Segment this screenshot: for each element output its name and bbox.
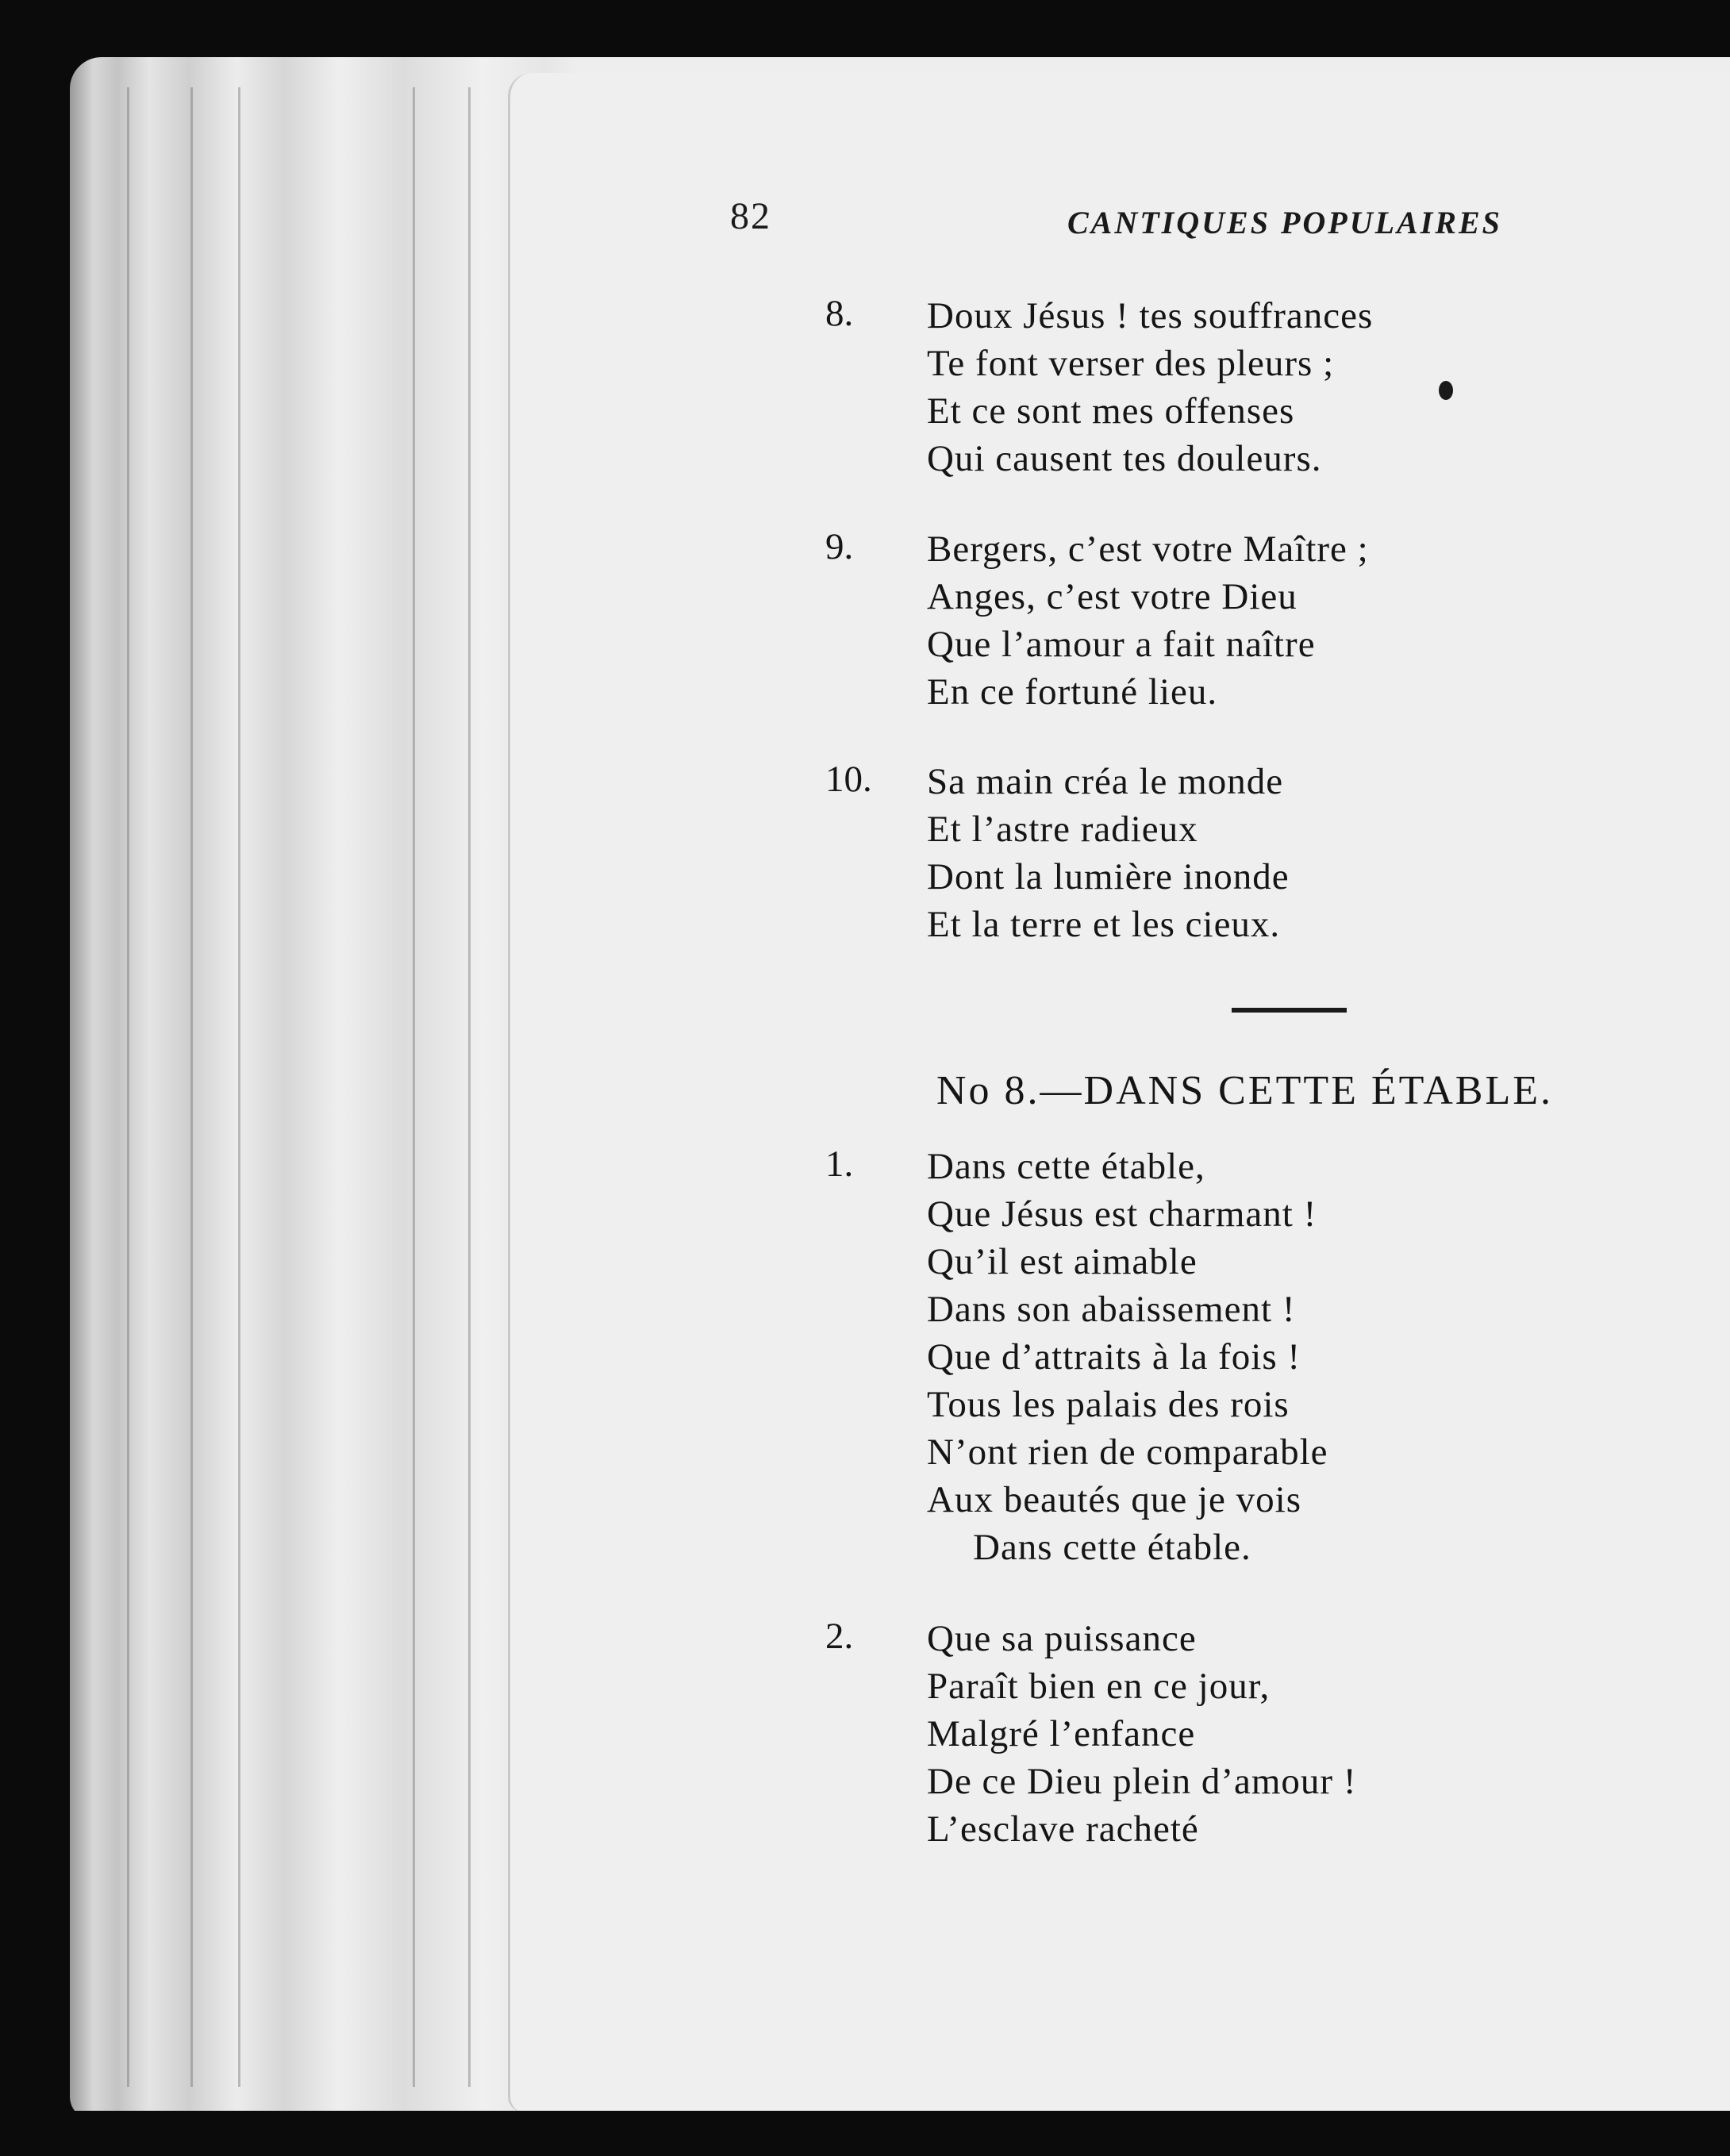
verse-line: Que Jésus est charmant ! [927,1193,1317,1235]
stanza-number: 1. [825,1143,854,1185]
page-number: 82 [730,195,771,237]
verse-line: En ce fortuné lieu. [927,671,1218,713]
running-title: CANTIQUES POPULAIRES [1067,205,1502,240]
running-head [730,194,1524,250]
verse-line: L’esclave racheté [927,1808,1199,1850]
page-edge-line [127,87,129,2087]
verse-line: De ce Dieu plein d’amour ! [927,1761,1357,1802]
verse-line: Qui causent tes douleurs. [927,438,1322,479]
stanza-number: 8. [825,293,854,334]
verse-line: Que l’amour a fait naître [927,624,1316,665]
stanza-lines [927,1143,1328,1571]
verse-line: Qu’il est aimable [927,1241,1198,1282]
verse-line: Et la terre et les cieux. [927,904,1281,945]
verse-line: Et ce sont mes offenses [927,390,1295,432]
verse-line: Te font verser des pleurs ; [927,343,1335,384]
page-edge-line [190,87,193,2087]
verse-line: Bergers, c’est votre Maître ; [927,528,1369,570]
page-edge-line [238,87,240,2087]
scan-border [71,2111,1730,2156]
verse-line-refrain: Dans cette étable. [973,1527,1251,1568]
page-edge-line [468,87,471,2087]
verse-line: Anges, c’est votre Dieu [927,576,1298,617]
verse-line: Dans son abaissement ! [927,1289,1296,1330]
verse-line: Sa main créa le monde [927,761,1284,802]
verse-line: Doux Jésus ! tes souffrances [927,295,1374,336]
verse-line: Paraît bien en ce jour, [927,1666,1271,1707]
stanza-lines [927,292,1373,482]
verse-line: Dans cette étable, [927,1146,1205,1187]
stanza-lines [927,525,1369,716]
stanza-number: 9. [825,526,854,567]
stanza-number: 10. [825,759,872,800]
verse-line: Que sa puissance [927,1618,1197,1659]
verse-line: Tous les palais des rois [927,1384,1290,1425]
hymn-title: No 8.—DANS CETTE ÉTABLE. [936,1068,1553,1113]
verse-line: Et l’astre radieux [927,809,1198,850]
stanza-lines [927,758,1290,948]
ink-spot [1439,381,1453,400]
verse-line: Aux beautés que je vois [927,1479,1302,1520]
page-edge-line [413,87,415,2087]
stanza-lines [927,1615,1357,1853]
verse-line: Dont la lumière inonde [927,856,1290,897]
verse-line: Malgré l’enfance [927,1713,1196,1754]
section-rule [1232,1008,1347,1013]
verse-line: Que d’attraits à la fois ! [927,1336,1301,1378]
stanza-number: 2. [825,1616,854,1657]
verse-line: N’ont rien de comparable [927,1432,1328,1473]
